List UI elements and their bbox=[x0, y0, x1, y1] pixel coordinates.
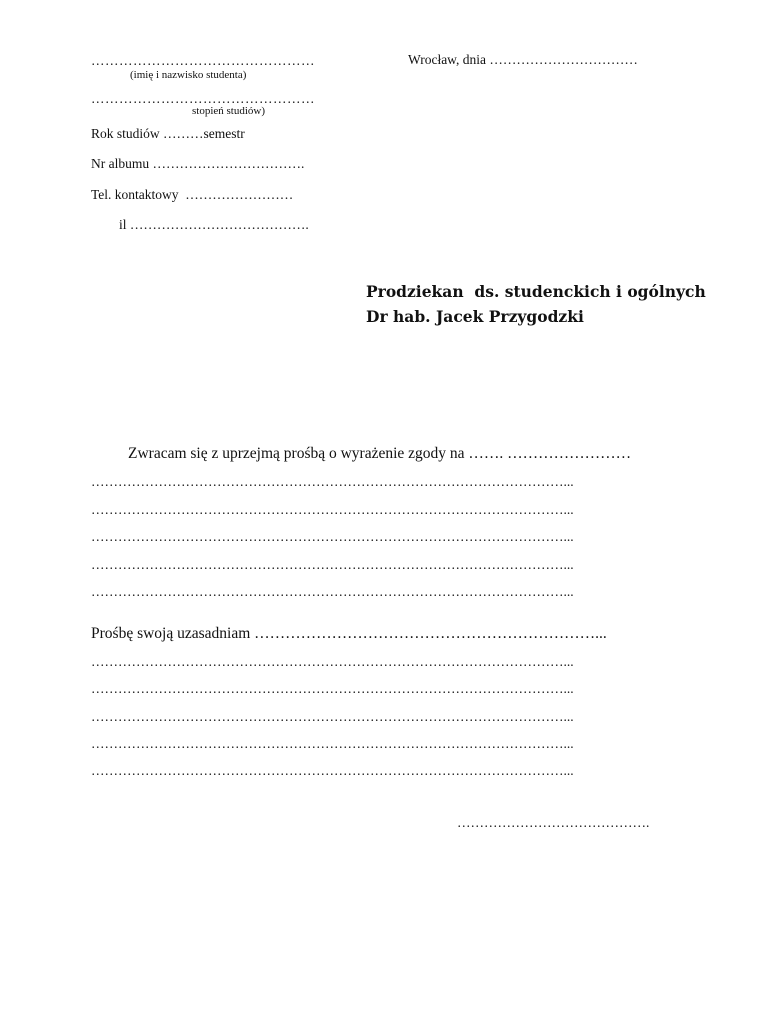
email-field[interactable]: il …………………………………. bbox=[119, 217, 309, 232]
degree-field[interactable]: ………………………………………… bbox=[91, 91, 315, 106]
justification-line[interactable]: ……………………………………………………………………………………………... bbox=[91, 763, 574, 778]
justification-line[interactable]: ……………………………………………………………………………………………... bbox=[91, 736, 574, 751]
justification-line[interactable]: ……………………………………………………………………………………………... bbox=[91, 709, 574, 724]
year-semester-field[interactable]: Rok studiów ………semestr bbox=[91, 126, 245, 141]
city-date-field[interactable]: Wrocław, dnia …………………………… bbox=[408, 52, 638, 67]
request-line[interactable]: ……………………………………………………………………………………………... bbox=[91, 557, 574, 572]
request-line[interactable]: ……………………………………………………………………………………………... bbox=[91, 502, 574, 517]
degree-caption: stopień studiów) bbox=[192, 105, 266, 117]
signature-field[interactable]: ……………………………………. bbox=[457, 815, 650, 830]
addressee-title: Prodziekan ds. studenckich i ogólnych bbox=[366, 282, 706, 301]
student-name-caption: (imię i nazwisko studenta) bbox=[130, 69, 247, 81]
justification-intro[interactable]: Prośbę swoją uzasadniam …………………………………………………………... bbox=[91, 625, 607, 642]
request-line[interactable]: ……………………………………………………………………………………………... bbox=[91, 529, 574, 544]
request-line[interactable]: ……………………………………………………………………………………………... bbox=[91, 474, 574, 489]
justification-line[interactable]: ……………………………………………………………………………………………... bbox=[91, 681, 574, 696]
album-number-field[interactable]: Nr albumu ……………………………. bbox=[91, 156, 305, 171]
justification-line[interactable]: ……………………………………………………………………………………………... bbox=[91, 654, 574, 669]
request-intro[interactable]: Zwracam się z uprzejmą prośbą o wyrażenie zgody na ……. …………………… bbox=[128, 445, 632, 462]
phone-field[interactable]: Tel. kontaktowy …………………… bbox=[91, 187, 294, 202]
student-name-field[interactable]: ………………………………………… bbox=[91, 53, 315, 68]
addressee-name: Dr hab. Jacek Przygodzki bbox=[366, 307, 584, 326]
request-line[interactable]: ……………………………………………………………………………………………... bbox=[91, 584, 574, 599]
